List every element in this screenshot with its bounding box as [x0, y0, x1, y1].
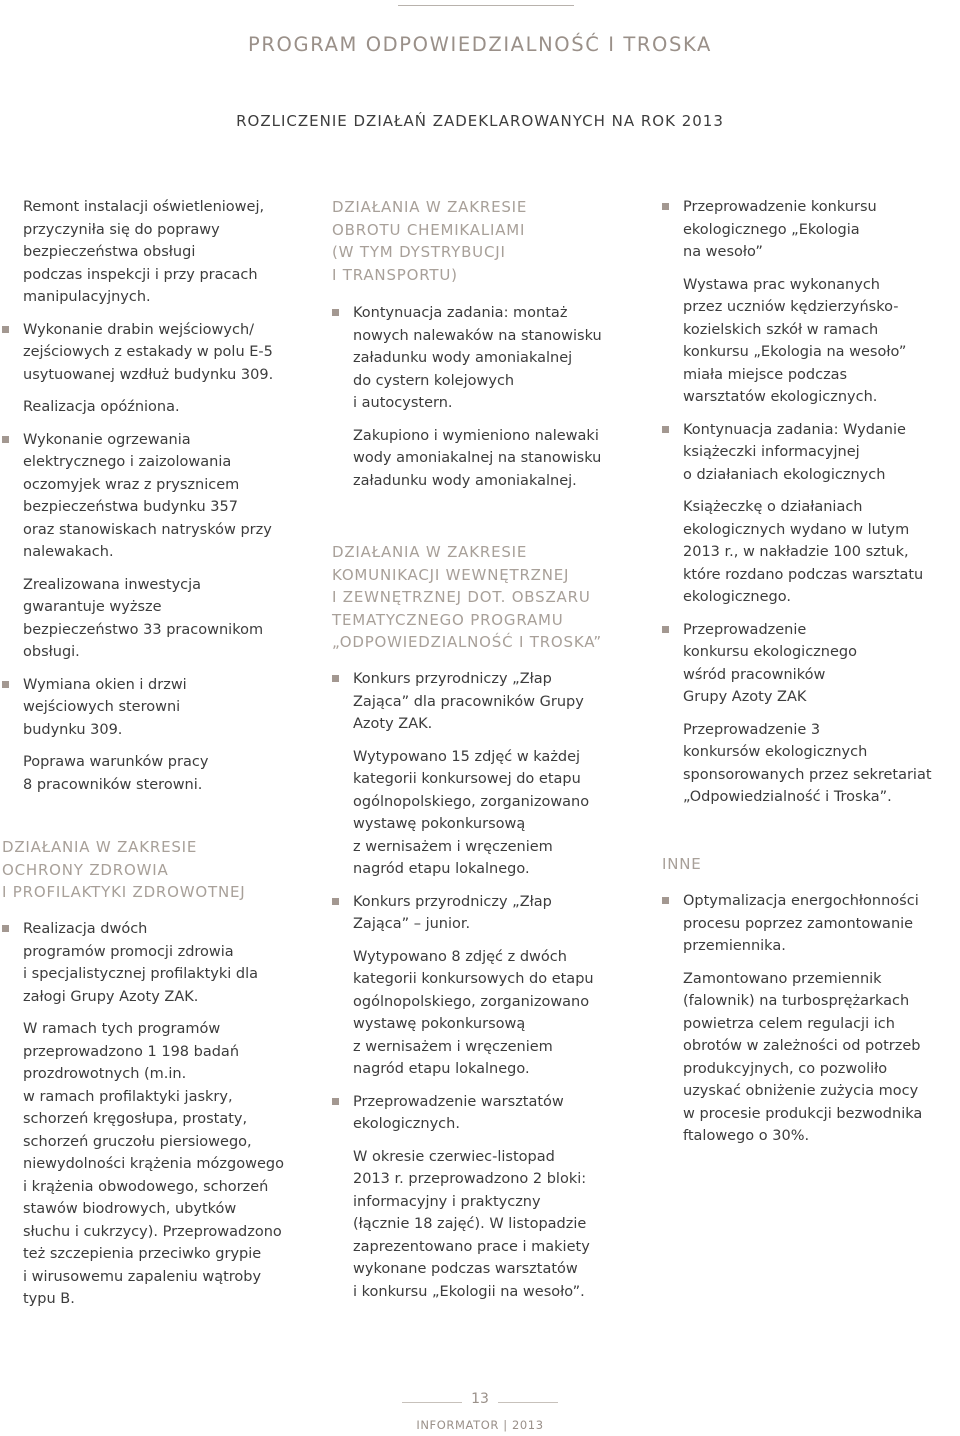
list-item-text: Przeprowadzenie konkursu ekologicznego „Ekologia na wesoło”	[683, 199, 877, 260]
column-2-comm-list	[353, 668, 638, 1313]
list-item-text: Konkurs przyrodniczy „Złap Zająca” – junior.	[353, 893, 552, 932]
column-3-other-list	[683, 890, 959, 1158]
list-item	[23, 918, 313, 1008]
list-item-note: Wytypowano 8 zdjęć z dwóch kategorii konkursowych do etapu ogólnopolskiego, zorganizowano wystawę pokonkursową z wernisażem i wręczeniem nagród etapu lokalnego.	[353, 948, 594, 1077]
program-title: PROGRAM ODPOWIEDZIALNOŚĆ I TROSKA	[248, 33, 712, 56]
square-bullet-icon	[2, 925, 9, 932]
square-bullet-icon	[332, 675, 339, 682]
list-item	[683, 419, 959, 487]
publication-footer: INFORMATOR | 2013	[416, 1418, 544, 1432]
column-2	[332, 196, 637, 300]
list-item-text: Wykonanie drabin wejściowych/ zejściowych z estakady w polu E-5 usytuowanej wzdłuż budynku 309.	[23, 321, 274, 383]
intro-paragraph: Remont instalacji oświetleniowej, przyczyniła się do poprawy bezpieczeństwa obsługi podczas inspekcji i przy pracach manipulacyjnych.	[23, 199, 265, 305]
square-bullet-icon	[332, 1098, 339, 1105]
report-subtitle: ROZLICZENIE DZIAŁAŃ ZADEKLAROWANYCH NA ROK 2013	[236, 112, 724, 130]
list-item-text: Kontynuacja zadania: montaż nowych nalewaków na stanowisku załadunku wody amoniakalnej do cystern kolejowych i autocystern.	[353, 305, 602, 411]
column-3-other	[662, 853, 958, 890]
list-item-note: Zrealizowana inwestycja gwarantuje wyższe bezpieczeństwo 33 pracownikom obsługi.	[23, 576, 264, 660]
list-item-text: Konkurs przyrodniczy „Złap Zająca” dla pracowników Grupy Azoty ZAK.	[353, 671, 584, 732]
column-1	[23, 196, 313, 806]
list-item-note: Zakupiono i wymieniono nalewaki wody amoniakalnej na stanowisku załadunku wody amoniakalnej.	[353, 427, 602, 489]
list-item	[683, 196, 959, 264]
list-item-text: Przeprowadzenie konkursu ekologicznego wśród pracowników Grupy Azoty ZAK	[683, 621, 857, 705]
list-item-text: Wymiana okien i drzwi wejściowych sterowni budynku 309.	[23, 676, 187, 738]
list-item-note: Zamontowano przemiennik (falownik) na turbosprężarkach powietrza celem regulacji ich obrotów w zależności od potrzeb produkcyjnych, co pozwoliło uzyskać obniżenie zużycia mocy w procesie produkcji bezwodnika ftalowego o 30%.	[683, 970, 923, 1144]
list-item-note: W okresie czerwiec-listopad 2013 r. przeprowadzono 2 bloki: informacyjny i praktyczny (łącznie 18 zajęć). W listopadzie zaprezentowano prace i makiety wykonane podczas warsztatów i konkursu „Ekologii na wesoło”.	[353, 1148, 590, 1300]
list-item	[353, 891, 638, 936]
square-bullet-icon	[2, 436, 9, 443]
column-2-comm	[332, 541, 637, 668]
section-heading-communication: DZIAŁANIA W ZAKRESIE KOMUNIKACJI WEWNĘTRZNEJ I ZEWNĘTRZNEJ DOT. OBSZARU TEMATYCZNEGO PROGRAMU „ODPOWIEDZIALNOŚĆ I TROSKA”	[332, 543, 603, 651]
column-2-chem-list	[353, 302, 638, 502]
list-item-note: Przeprowadzenie 3 konkursów ekologicznych sponsorowanych przez sekretariat „Odpowiedzialność i Troska”.	[683, 721, 932, 805]
square-bullet-icon	[662, 897, 669, 904]
top-rule	[398, 5, 574, 6]
square-bullet-icon	[332, 898, 339, 905]
list-item-text: Realizacja dwóch programów promocji zdrowia i specjalistycznej profilaktyki dla załogi Grupy Azoty ZAK.	[23, 921, 258, 1005]
list-item	[683, 890, 959, 958]
list-item	[353, 1091, 638, 1136]
list-item-note: Poprawa warunków pracy 8 pracowników sterowni.	[23, 754, 209, 793]
section-heading-health: DZIAŁANIA W ZAKRESIE OCHRONY ZDROWIA I PROFILAKTYKI ZDROWOTNEJ	[2, 838, 246, 901]
list-item	[23, 429, 313, 564]
list-item-note: W ramach tych programów przeprowadzono 1 198 badań prozdrowotnych (m.in. w ramach profilaktyki jaskry, schorzeń kręgosłupa, prostaty, schorzeń gruczołu piersiowego, niewydolności krążenia mózgowego i krążenia obwodowego, schorzeń stawów biodrowych, ubytków słuchu i cukrzycy). Przeprowadzono też szczepienia przeciwko grypie i wirusowemu zapaleniu wątroby typu B.	[23, 1021, 284, 1307]
column-1-health	[2, 836, 312, 918]
square-bullet-icon	[662, 626, 669, 633]
square-bullet-icon	[2, 326, 9, 333]
square-bullet-icon	[662, 426, 669, 433]
list-item-note: Realizacja opóźniona.	[23, 399, 180, 415]
section-heading-chemicals: DZIAŁANIA W ZAKRESIE OBROTU CHEMIKALIAMI (W TYM DYSTRYBUCJI I TRANSPORTU)	[332, 198, 528, 284]
square-bullet-icon	[662, 203, 669, 210]
list-item	[23, 674, 313, 742]
list-item	[353, 668, 638, 736]
list-item	[23, 319, 313, 387]
list-item-note: Wytypowano 15 zdjęć w każdej kategorii konkursowej do etapu ogólnopolskiego, zorganizowano wystawę pokonkursową z wernisażem i wręczeniem nagród etapu lokalnego.	[353, 748, 590, 877]
list-item-text: Optymalizacja energochłonności procesu poprzez zamontowanie przemiennika.	[683, 893, 919, 954]
list-item	[353, 302, 638, 415]
page-number: 13	[471, 1391, 489, 1407]
column-1-health-list	[23, 918, 313, 1321]
column-3	[683, 196, 959, 819]
section-heading-other: INNE	[662, 855, 702, 873]
list-item-text: Kontynuacja zadania: Wydanie książeczki informacyjnej o działaniach ekologicznych	[683, 421, 906, 483]
list-item-text: Wykonanie ogrzewania elektrycznego i zaizolowania oczomyjek wraz z prysznicem bezpieczeństwa budynku 357 oraz stanowiskach natrysków przy nalewakach.	[23, 431, 272, 560]
list-item	[683, 619, 959, 709]
square-bullet-icon	[2, 681, 9, 688]
list-item-note: Wystawa prac wykonanych przez uczniów kędzierzyńsko- kozielskich szkół w ramach konkursu „Ekologia na wesoło” miała miejsce podczas warsztatów ekologicznych.	[683, 276, 907, 405]
list-item-note: Książeczkę o działaniach ekologicznych wydano w lutym 2013 r., w nakładzie 100 sztuk, które rozdano podczas warsztatu ekologicznego.	[683, 499, 924, 605]
square-bullet-icon	[332, 309, 339, 316]
list-item-text: Przeprowadzenie warsztatów ekologicznych.	[353, 1093, 564, 1132]
